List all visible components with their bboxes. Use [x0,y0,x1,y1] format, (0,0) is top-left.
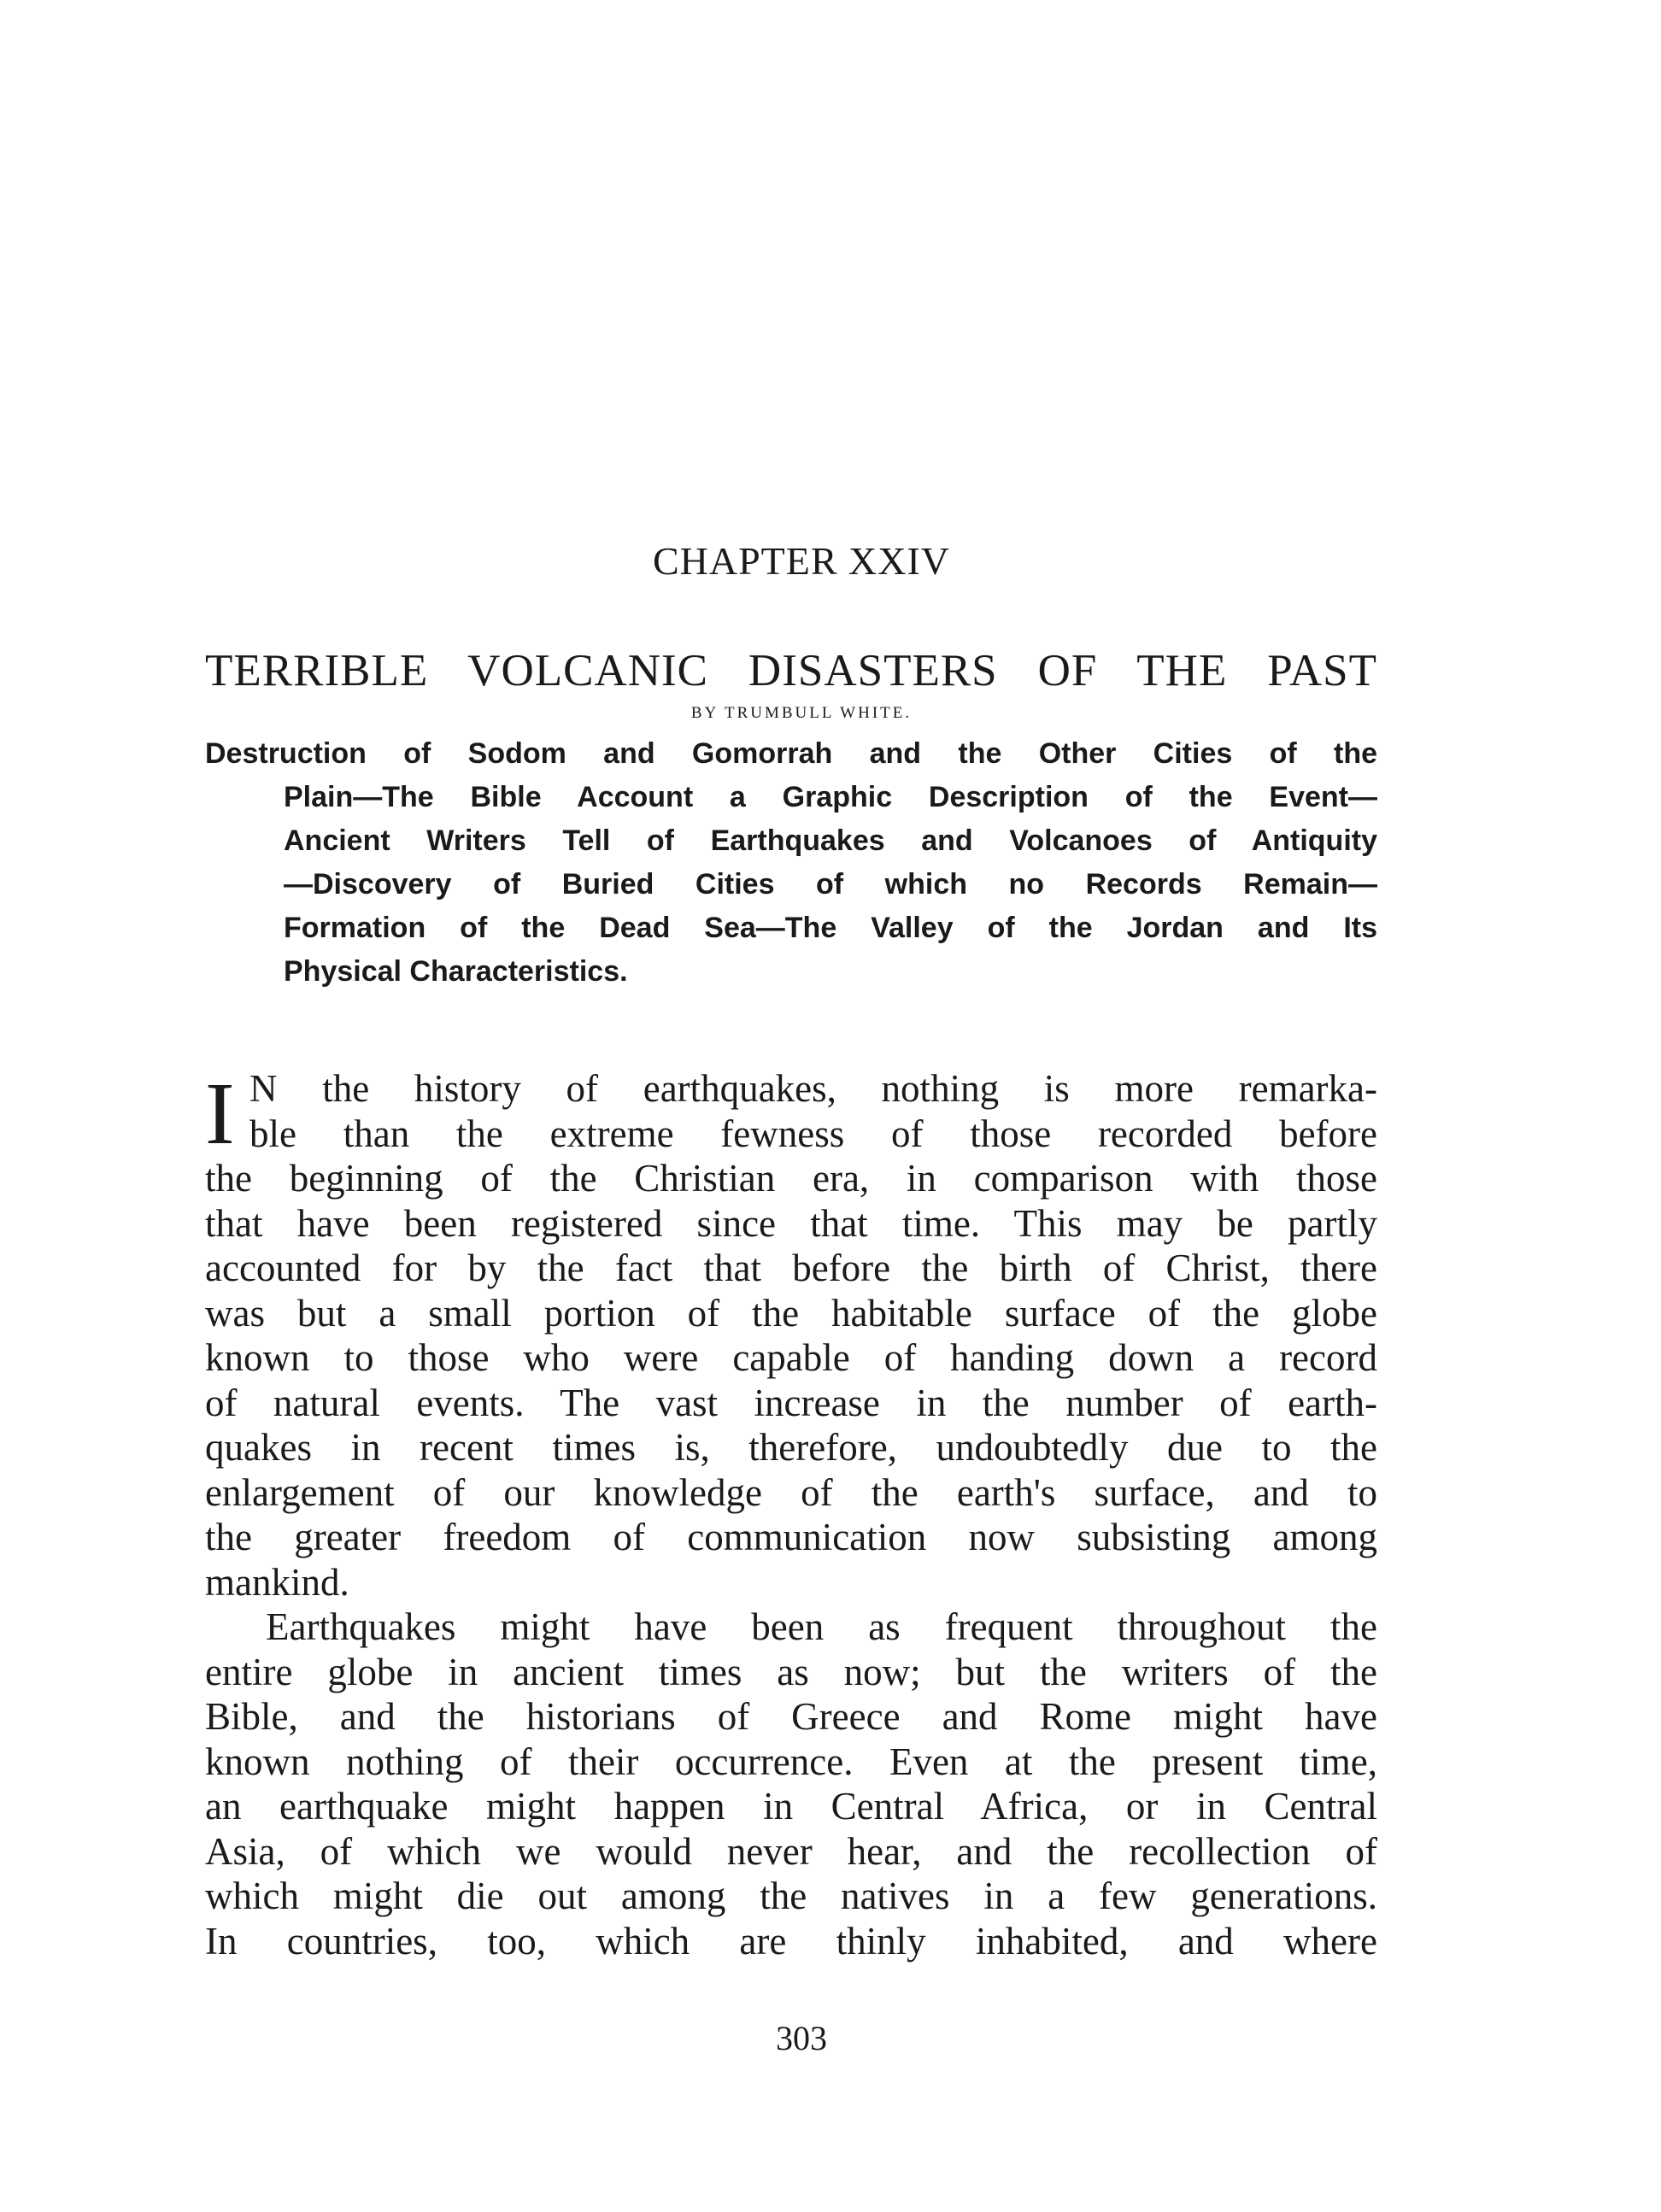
page-number: 303 [776,2019,827,2057]
chapter-summary [205,732,1377,994]
chapter-heading: CHAPTER XXIV [652,539,951,583]
summary-line: Plain—The Bible Account a Graphic Description of the Event— [284,781,1377,813]
text-line: Asia, of which we would never hear, and the recollection of [205,1829,1377,1873]
text-line: was but a small portion of the habitable surface of the globe [205,1291,1377,1335]
text-line: enlargement of our knowledge of the earth's surface, and to [205,1470,1377,1514]
summary-line: —Discovery of Buried Cities of which no Records Remain— [284,868,1377,901]
drop-cap: I [205,1065,235,1163]
text-line: which might die out among the natives in a few generations. [205,1875,1377,1917]
text-line: quakes in recent times is, therefore, undoubtedly due to the [205,1426,1377,1469]
text-line: Earthquakes might have been as frequent throughout the [266,1605,1377,1648]
text-line: that have been registered since that time. This may be partly [205,1201,1377,1245]
summary-line: Formation of the Dead Sea—The Valley of the Jordan and Its [284,912,1377,944]
summary-line: Destruction of Sodom and Gomorrah and the Other Cities of the [205,737,1377,770]
summary-line: Physical Characteristics. [284,955,628,988]
text-line: the greater freedom of communication now subsisting among [205,1516,1377,1558]
text-line: accounted for by the fact that before the birth of Christ, there [205,1247,1377,1289]
body-text [205,1066,1377,1963]
text-line: known nothing of their occurrence. Even at the present time, [205,1740,1377,1783]
text-line: the beginning of the Christian era, in comparison with those [205,1157,1377,1200]
text-line: known to those who were capable of handing down a record [205,1336,1377,1379]
summary-line: Ancient Writers Tell of Earthquakes and Volcanoes of Antiquity [284,824,1377,857]
text-line: entire globe in ancient times as now; but the writers of the [205,1650,1377,1693]
text-line: mankind. [205,1560,349,1604]
text-line: ble than the extreme fewness of those recorded before [249,1112,1377,1155]
text-line: N the history of earthquakes, nothing is more remarka- [249,1067,1377,1110]
text-line: an earthquake might happen in Central Africa, or in Central [205,1785,1377,1828]
text-line: In countries, too, which are thinly inhabited, and where [205,1919,1377,1963]
text-line: Bible, and the historians of Greece and Rome might have [205,1695,1377,1738]
byline: BY TRUMBULL WHITE. [690,704,913,722]
text-line: of natural events. The vast increase in the number of earth- [205,1381,1377,1424]
chapter-title: TERRIBLE VOLCANIC DISASTERS OF THE PAST [205,646,1377,695]
